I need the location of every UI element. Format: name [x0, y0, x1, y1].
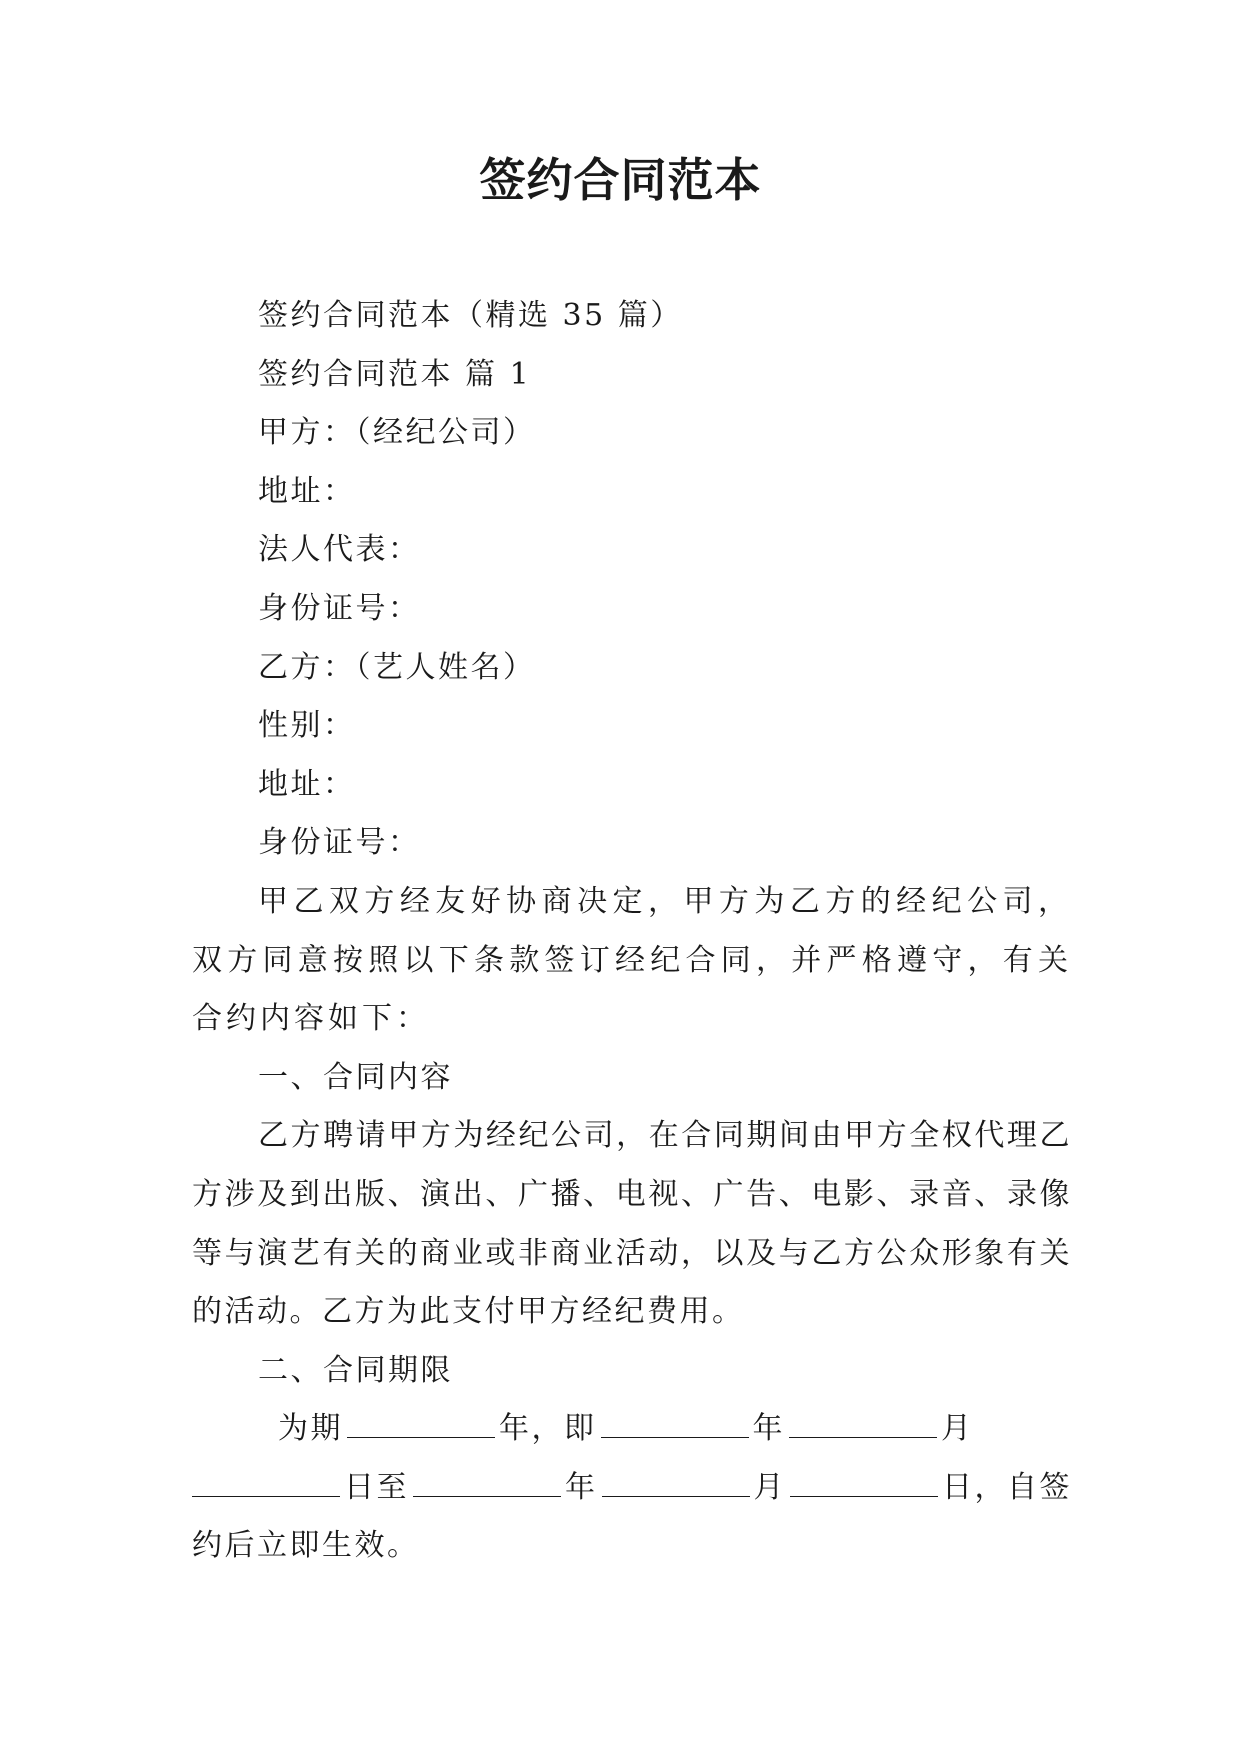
party-b-address-line: 地址：: [258, 766, 356, 802]
term-word-day-sign: 日，自签: [942, 1469, 1072, 1505]
term-word-day-to: 日至: [344, 1469, 409, 1505]
blank-start-month: [789, 1411, 937, 1438]
term-word-end-month: 月: [753, 1469, 786, 1505]
blank-end-day: [790, 1470, 938, 1497]
blank-years: [347, 1411, 495, 1438]
term-word-period: 为期: [278, 1411, 343, 1447]
term-row-3: 约后立即生效。: [192, 1528, 420, 1564]
section-1-body: 乙方聘请甲方为经纪公司，在合同期间由甲方全权代理乙方涉及到出版、演出、广播、电视、广告、电影、录音、录像等与演艺有关的商业或非商业活动，以及与乙方公众形象有关的活动。乙方为此支付甲方经纪费用。: [192, 1118, 1072, 1330]
party-a-address-line: 地址：: [258, 473, 356, 509]
term-word-year-that-is: 年，即: [499, 1411, 597, 1447]
term-word-end-year: 年: [565, 1469, 598, 1505]
section-2-heading: 二、合同期限: [258, 1352, 453, 1388]
document-title: 签约合同范本: [479, 153, 762, 207]
blank-start-year: [601, 1411, 749, 1438]
party-b-line: 乙方：（艺人姓名）: [258, 649, 536, 685]
section-1-heading: 一、合同内容: [258, 1059, 453, 1095]
term-row-2: [192, 1459, 1072, 1518]
intro-paragraph: 甲乙双方经友好协商决定，甲方为乙方的经纪公司，双方同意按照以下条款签订经纪合同，并严格遵守，有关合约内容如下：: [192, 883, 1072, 1037]
legal-representative-line: 法人代表：: [258, 532, 421, 568]
term-word-month: 月: [941, 1411, 974, 1447]
party-a-line: 甲方：（经纪公司）: [258, 415, 536, 451]
blank-end-year: [413, 1470, 561, 1497]
subtitle-line: 签约合同范本（精选 35 篇）: [258, 298, 683, 333]
term-row-1: [192, 1400, 1072, 1459]
party-b-id-line: 身份证号：: [258, 825, 421, 861]
blank-end-month: [602, 1470, 750, 1497]
chapter-line: 签约合同范本 篇 1: [258, 356, 532, 392]
party-a-id-line: 身份证号：: [258, 590, 421, 626]
blank-start-day: [192, 1470, 340, 1497]
document-body: [192, 287, 1072, 1576]
gender-line: 性别：: [258, 708, 356, 744]
term-word-year: 年: [752, 1411, 785, 1447]
